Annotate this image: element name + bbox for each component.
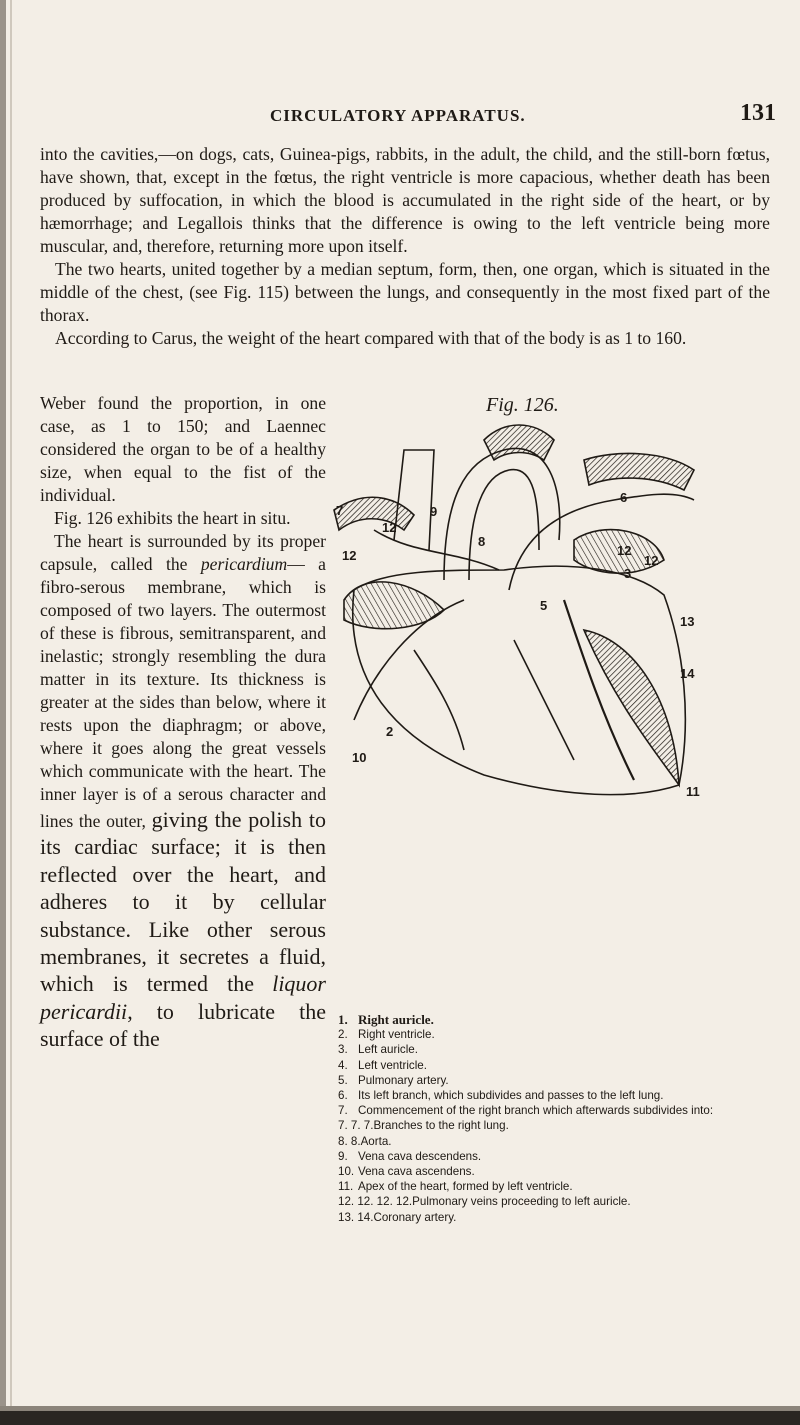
legend-number: 2.: [338, 1028, 348, 1042]
legend-number: 10.: [338, 1165, 355, 1179]
right-auricle: [344, 582, 444, 629]
legend-number: 7.: [338, 1104, 348, 1118]
legend-number: 9.: [338, 1149, 348, 1163]
legend-item: [338, 1042, 778, 1057]
fig-label-12d: 12: [644, 553, 659, 568]
page-edge-left: [0, 0, 6, 1425]
page-edge-bottom: [0, 1411, 800, 1425]
fig-label-2: 2: [386, 724, 394, 739]
figure-legend: [338, 1012, 778, 1225]
legend-item: [338, 1012, 778, 1027]
legend-text: Vena cava descendens.: [358, 1149, 482, 1163]
legend-text: Right ventricle.: [358, 1028, 435, 1042]
legend-item: [338, 1134, 778, 1149]
legend-item: [338, 1103, 778, 1118]
paragraph-5-a: The heart is surrounded by its proper capsule, called the: [40, 531, 326, 574]
apex-shading: [584, 630, 679, 785]
paragraph-3: According to Carus, the weight of the heart compared with that of the body is as 1 to 160.: [55, 328, 687, 348]
legend-text: Left ventricle.: [358, 1058, 427, 1072]
legend-text: Its left branch, which subdivides and passes to the left lung.: [358, 1089, 664, 1103]
legend-text: Left auricle.: [358, 1043, 418, 1057]
vessel-shading-left: [334, 497, 414, 530]
legend-text: Branches to the right lung.: [373, 1119, 509, 1133]
legend-item: [338, 1210, 778, 1225]
fig-label-12c: 12: [617, 543, 632, 558]
legend-text: Right auricle.: [358, 1012, 434, 1027]
vena-cava-descendens: [394, 450, 434, 550]
paragraph-1: into the cavities,—on dogs, cats, Guinea-pigs, rabbits, in the adult, the child, and the still-born fœtus, have shown, that, except in the fœtus, the right ventricle is more capacious, whether death has been produced by suffocation, in which the blood is accumulated in the right side of the heart, or by hæmorrhage; and Legallois thinks that the difference is owing to the left ventricle being more muscular, and, therefore, returning more upon itself.: [40, 144, 770, 256]
running-title: CIRCULATORY APPARATUS.: [270, 106, 526, 125]
legend-item: [338, 1058, 778, 1073]
legend-text: Pulmonary veins proceeding to left auricle.: [412, 1195, 631, 1209]
legend-item: [338, 1027, 778, 1042]
aorta-arch: [444, 448, 560, 580]
legend-item: [338, 1194, 778, 1209]
fig-label-13: 13: [680, 614, 695, 629]
fig-label-8: 8: [478, 534, 486, 549]
legend-number: 7. 7. 7.: [338, 1119, 374, 1133]
legend-item: [338, 1088, 778, 1103]
paragraph-5: [40, 530, 326, 1053]
legend-item: [338, 1164, 778, 1179]
legend-text: Vena cava ascendens.: [358, 1165, 475, 1179]
legend-number: 12. 12. 12. 12.: [338, 1195, 413, 1209]
paragraph-4: Fig. 126 exhibits the heart in situ.: [54, 508, 291, 528]
fig-label-11: 11: [686, 784, 700, 799]
legend-text: Aorta.: [360, 1134, 392, 1148]
legend-text: Apex of the heart, formed by left ventricle.: [358, 1180, 573, 1194]
running-header: [70, 100, 790, 134]
legend-number: 11.: [338, 1180, 354, 1194]
legend-text: Pulmonary artery.: [358, 1073, 449, 1087]
legend-number: 3.: [338, 1043, 348, 1057]
fig-label-10: 10: [352, 750, 367, 765]
column-text: [40, 392, 326, 1053]
fig-label-12b: 12: [342, 548, 357, 563]
vessel-shading-right: [584, 453, 694, 490]
paragraph-2: The two hearts, united together by a median septum, form, then, one organ, which is situated in the middle of the chest, (see Fig. 115) between the lungs, and consequently in the most fixed part of the thorax.: [40, 259, 770, 325]
legend-number: 13. 14.: [338, 1210, 374, 1224]
legend-number: 4.: [338, 1058, 348, 1072]
fig-label-7: 7: [336, 503, 344, 518]
paragraph-5-d: , to lubricate the surface of the: [40, 998, 326, 1052]
figure-caption: Fig. 126.: [486, 394, 559, 416]
legend-number: 5.: [338, 1073, 348, 1087]
heart-illustration: [334, 420, 698, 800]
paragraph-5-b: — a fibro-serous membrane, which is composed of two layers. The outermost of these is fibrous, semitransparent, and inelastic; strongly resembling the dura matter in its texture. Its thickness is greater at the sides than below, where it rests upon the diaphragm; or above, where it goes along the great vessels which communicate with the heart. The inner layer is of a serous character and lines the outer,: [40, 554, 326, 831]
legend-item: [338, 1073, 778, 1088]
paragraph-5-c: giving the polish to its cardiac surface; it is then reflected over the heart, and adheres to it by cellular substance. Like other serous membranes, it secretes a fluid, which is termed the: [40, 807, 326, 997]
ventricle-vessels: [414, 640, 574, 760]
fig-label-9: 9: [430, 504, 438, 519]
fig-label-14: 14: [680, 666, 695, 681]
legend-item: [338, 1149, 778, 1164]
paragraph-3-continued: Weber found the proportion, in one case, as 1 to 150; and Laennec considered the organ to be of a healthy size, when equal to the fist of the individual.: [40, 393, 326, 505]
fig-label-5: 5: [540, 598, 548, 613]
legend-text: Coronary artery.: [373, 1210, 457, 1224]
page-number: 131: [740, 100, 776, 126]
legend-item: [338, 1179, 778, 1194]
fig-label-3: 3: [624, 566, 632, 581]
legend-item: [338, 1118, 778, 1133]
legend-number: 1.: [338, 1012, 348, 1027]
intro-text: [40, 143, 770, 350]
legend-number: 6.: [338, 1089, 348, 1103]
fig-label-12a: 12: [382, 520, 397, 535]
vessel-shading-top: [484, 425, 554, 460]
page-edge-shadow: [10, 0, 12, 1425]
term-pericardium: pericardium: [200, 554, 288, 574]
fig-label-6: 6: [620, 490, 628, 505]
legend-text: Commencement of the right branch which afterwards subdivides into:: [358, 1104, 714, 1118]
term-liquor-pericardii: liquor pericardii: [40, 971, 326, 1024]
legend-number: 8. 8.: [338, 1134, 361, 1148]
